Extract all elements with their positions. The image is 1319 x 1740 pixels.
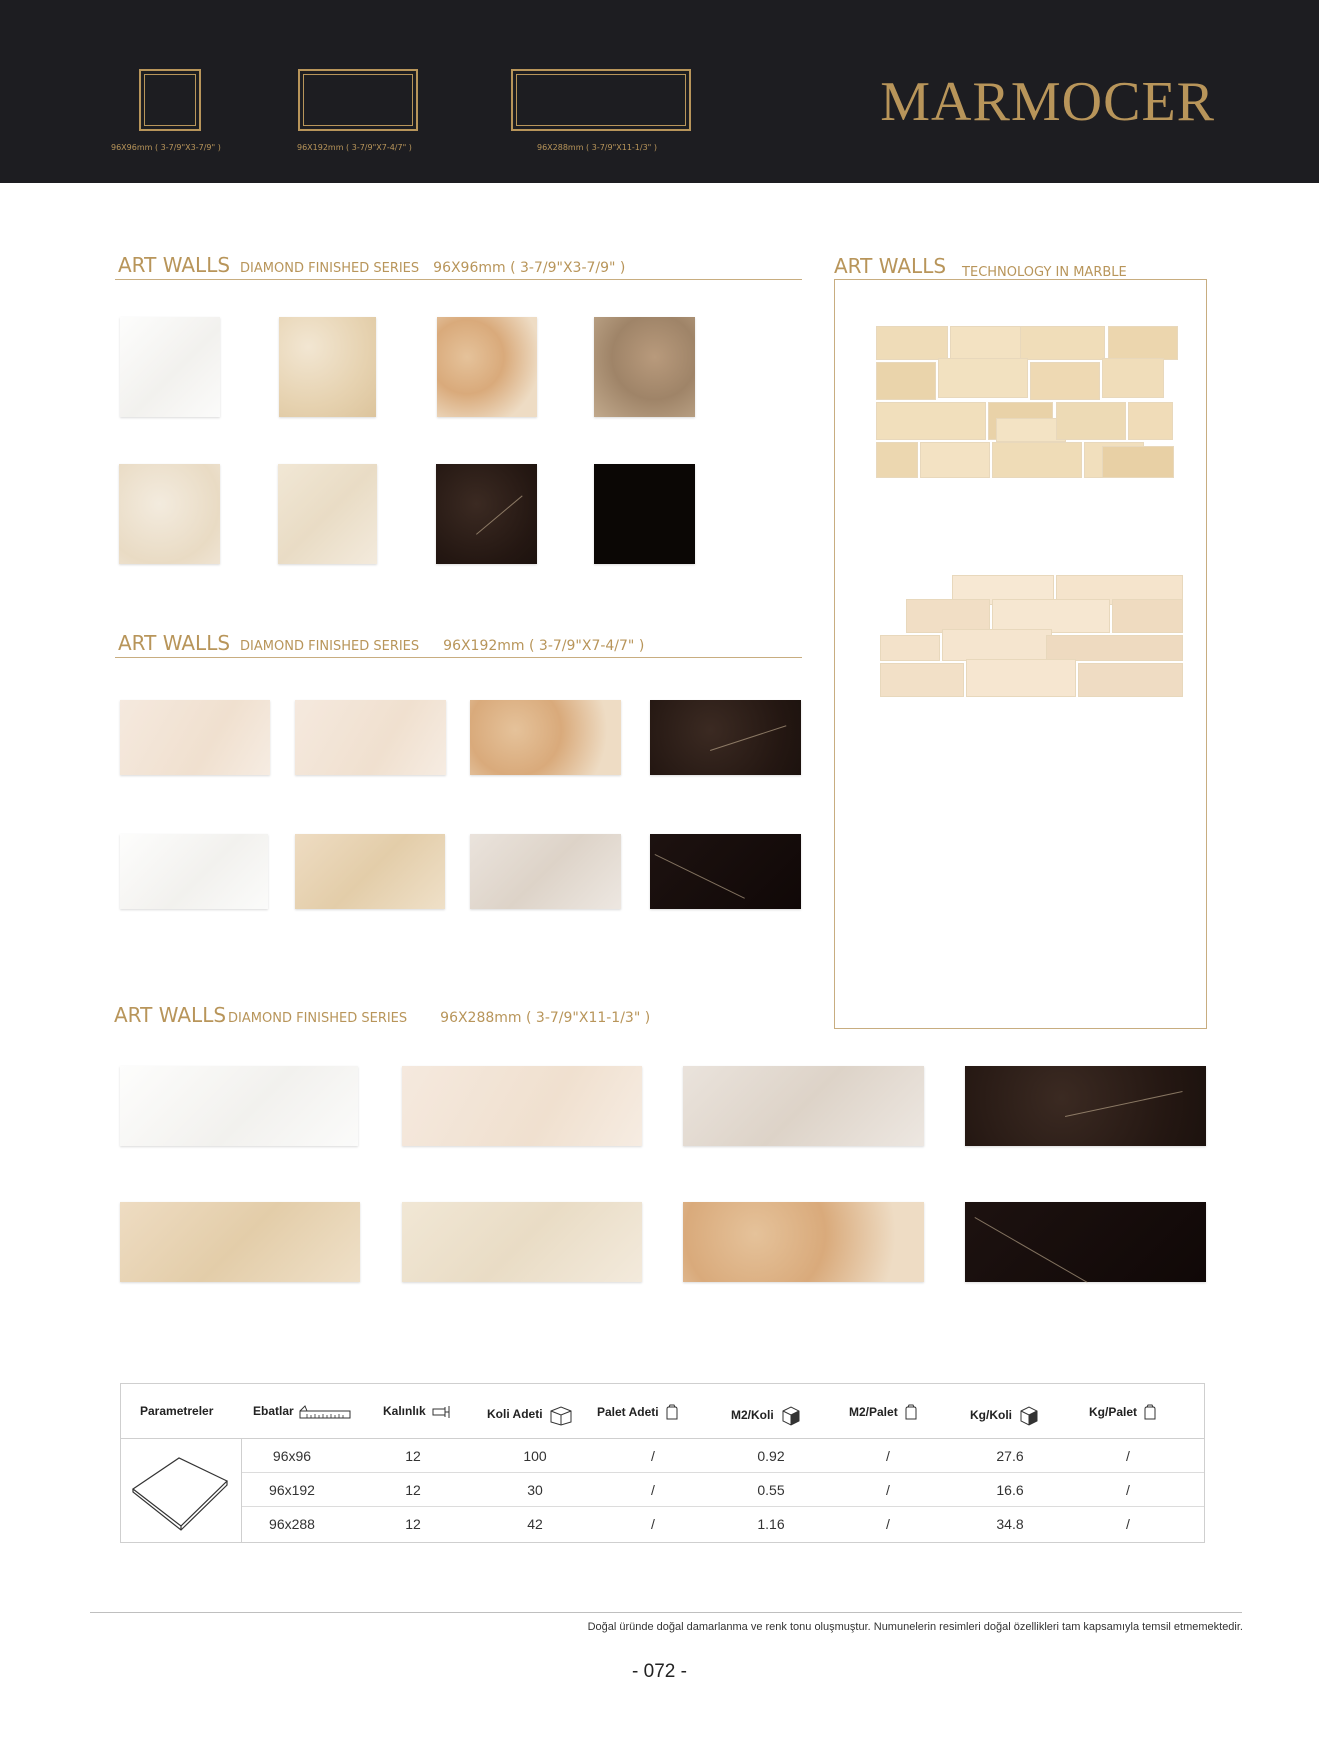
tile-orange-96x96	[437, 317, 537, 417]
tile-white-96x288	[120, 1066, 358, 1146]
pallet-icon	[664, 1404, 680, 1422]
section-title: ART WALLS	[114, 1003, 227, 1027]
header-koli-adeti-label: Koli Adeti	[487, 1407, 543, 1422]
marble-vein	[655, 854, 745, 899]
brand-logo: MARMOCER	[880, 71, 1215, 133]
header-palet-adeti-label: Palet Adeti	[597, 1405, 659, 1420]
size-caption-96x192: 96X192mm ( 3-7/9"X7-4/7" )	[297, 143, 412, 152]
tile-lightbeige-96x288	[402, 1202, 642, 1282]
size-caption-96x288: 96X288mm ( 3-7/9"X11-1/3" )	[537, 143, 658, 152]
tile-pinkcream-96x192	[295, 700, 446, 775]
marble-vein	[975, 1217, 1088, 1283]
section-title: ART WALLS	[118, 631, 231, 655]
cell-m2-palet: /	[886, 1516, 890, 1532]
cell-kalinlik: 12	[405, 1516, 421, 1532]
header-ebatlar	[253, 1404, 351, 1419]
cell-m2-palet: /	[886, 1482, 890, 1498]
cell-ebat: 96x288	[269, 1516, 315, 1532]
cell-ebat: 96x192	[269, 1482, 315, 1498]
tile-grey-96x192	[470, 834, 621, 909]
cell-koli-adeti: 30	[527, 1482, 543, 1498]
table-row	[242, 1473, 1204, 1507]
section-rule	[115, 279, 802, 280]
tile-beige-96x192	[295, 834, 445, 909]
cell-kg-koli: 27.6	[996, 1448, 1024, 1464]
tile-darkbrown-96x192	[650, 700, 801, 775]
stone-wall-image-1	[876, 326, 1178, 478]
header-kalinlik	[383, 1404, 451, 1420]
tile-white-96x192	[120, 834, 268, 909]
cell-kalinlik: 12	[405, 1448, 421, 1464]
tile-beige-96x96	[278, 464, 377, 564]
marble-vein	[710, 725, 786, 751]
section-size: 96X288mm ( 3-7/9"X11-1/3" )	[440, 1010, 651, 1026]
header-palet-adeti	[597, 1404, 680, 1422]
size-96x288-icon	[511, 69, 691, 131]
header-kg-palet	[1089, 1404, 1158, 1422]
tile-cream-96x96	[279, 317, 376, 417]
section-title: ART WALLS	[118, 253, 231, 277]
marble-vein	[1065, 1091, 1183, 1117]
tile-black-96x288	[965, 1202, 1206, 1282]
section-series: DIAMOND FINISHED SERIES	[240, 639, 420, 654]
cell-palet-adeti: /	[651, 1482, 655, 1498]
section-size: 96X96mm ( 3-7/9"X3-7/9" )	[433, 260, 626, 276]
cell-m2-koli: 0.92	[757, 1448, 785, 1464]
header-ebatlar-label: Ebatlar	[253, 1404, 294, 1418]
cell-kalinlik: 12	[405, 1482, 421, 1498]
ruler-icon	[299, 1405, 351, 1419]
section-rule	[115, 657, 802, 658]
table-header-row	[121, 1384, 1204, 1439]
cell-kg-koli: 34.8	[996, 1516, 1024, 1532]
table-row	[242, 1507, 1204, 1541]
cube-icon	[779, 1404, 803, 1428]
tile-orange-96x192	[470, 700, 621, 775]
stone-wall-image-2	[880, 575, 1183, 697]
tile-orange-96x288	[683, 1202, 924, 1282]
header-kg-palet-label: Kg/Palet	[1089, 1405, 1138, 1420]
section-series: DIAMOND FINISHED SERIES	[240, 261, 420, 276]
tile-darkbrown-96x288	[965, 1066, 1206, 1146]
thickness-icon	[431, 1404, 451, 1420]
size-96x192-icon	[298, 69, 418, 131]
footer-note: Doğal üründe doğal damarlanma ve renk tonu oluşmuştur. Numunelerin resimleri doğal özellikleri tam kapsamıyla temsil etmemektedir.	[587, 1621, 1243, 1633]
tile-grey-96x288	[683, 1066, 924, 1146]
table-body	[121, 1439, 1204, 1542]
header-kg-koli-label: Kg/Koli	[970, 1408, 1012, 1423]
tile-beige-96x288	[120, 1202, 360, 1282]
tile-cream-96x192	[120, 700, 270, 775]
page-number: - 072 -	[632, 1661, 687, 1682]
tech-title: ART WALLS	[834, 254, 947, 278]
section-heading-96x96	[118, 253, 625, 277]
tech-heading	[834, 254, 1127, 278]
cube-icon	[1017, 1404, 1041, 1428]
tile-white-96x96	[120, 317, 220, 417]
section-heading-96x192	[118, 631, 644, 655]
tile-lightcream-96x96	[119, 464, 220, 564]
header-m2-palet-label: M2/Palet	[849, 1405, 898, 1420]
cell-m2-palet: /	[886, 1448, 890, 1464]
size-caption-96x96: 96X96mm ( 3-7/9"X3-7/9" )	[111, 143, 221, 152]
size-96x96-icon	[139, 69, 201, 131]
cell-kg-koli: 16.6	[996, 1482, 1024, 1498]
header-m2-koli-label: M2/Koli	[731, 1408, 774, 1423]
pallet-icon	[1142, 1404, 1158, 1422]
pallet-icon	[903, 1404, 919, 1422]
header-kg-koli	[970, 1404, 1041, 1428]
cell-ebat: 96x96	[272, 1448, 312, 1464]
header-kalinlik-label: Kalınlık	[383, 1404, 426, 1419]
cell-palet-adeti: /	[651, 1448, 655, 1464]
tile-cream-96x288	[402, 1066, 642, 1146]
section-heading-96x288	[114, 1003, 650, 1027]
cell-palet-adeti: /	[651, 1516, 655, 1532]
cell-koli-adeti: 42	[527, 1516, 543, 1532]
cell-koli-adeti: 100	[523, 1448, 547, 1464]
cell-m2-koli: 0.55	[757, 1482, 785, 1498]
header-parametreler: Parametreler	[140, 1404, 214, 1418]
header-m2-koli	[731, 1404, 803, 1428]
tile-black-96x96	[594, 464, 695, 564]
cell-kg-palet: /	[1126, 1482, 1130, 1498]
parameter-table	[120, 1383, 1205, 1543]
section-size: 96X192mm ( 3-7/9"X7-4/7" )	[443, 638, 645, 654]
cell-kg-palet: /	[1126, 1448, 1130, 1464]
tile-brown-96x96	[594, 317, 695, 417]
tech-subtitle: TECHNOLOGY IN MARBLE	[962, 265, 1127, 280]
table-row	[242, 1439, 1204, 1473]
cell-kg-palet: /	[1126, 1516, 1130, 1532]
header-band	[0, 0, 1319, 183]
tile-darkbrown-96x96	[436, 464, 537, 564]
marble-vein	[476, 495, 523, 534]
tile-black-96x192	[650, 834, 801, 909]
footer-rule	[90, 1612, 1242, 1613]
box-icon	[548, 1404, 574, 1426]
header-m2-palet	[849, 1404, 919, 1422]
section-series: DIAMOND FINISHED SERIES	[228, 1011, 408, 1026]
cell-m2-koli: 1.16	[757, 1516, 785, 1532]
header-koli-adeti	[487, 1404, 574, 1426]
